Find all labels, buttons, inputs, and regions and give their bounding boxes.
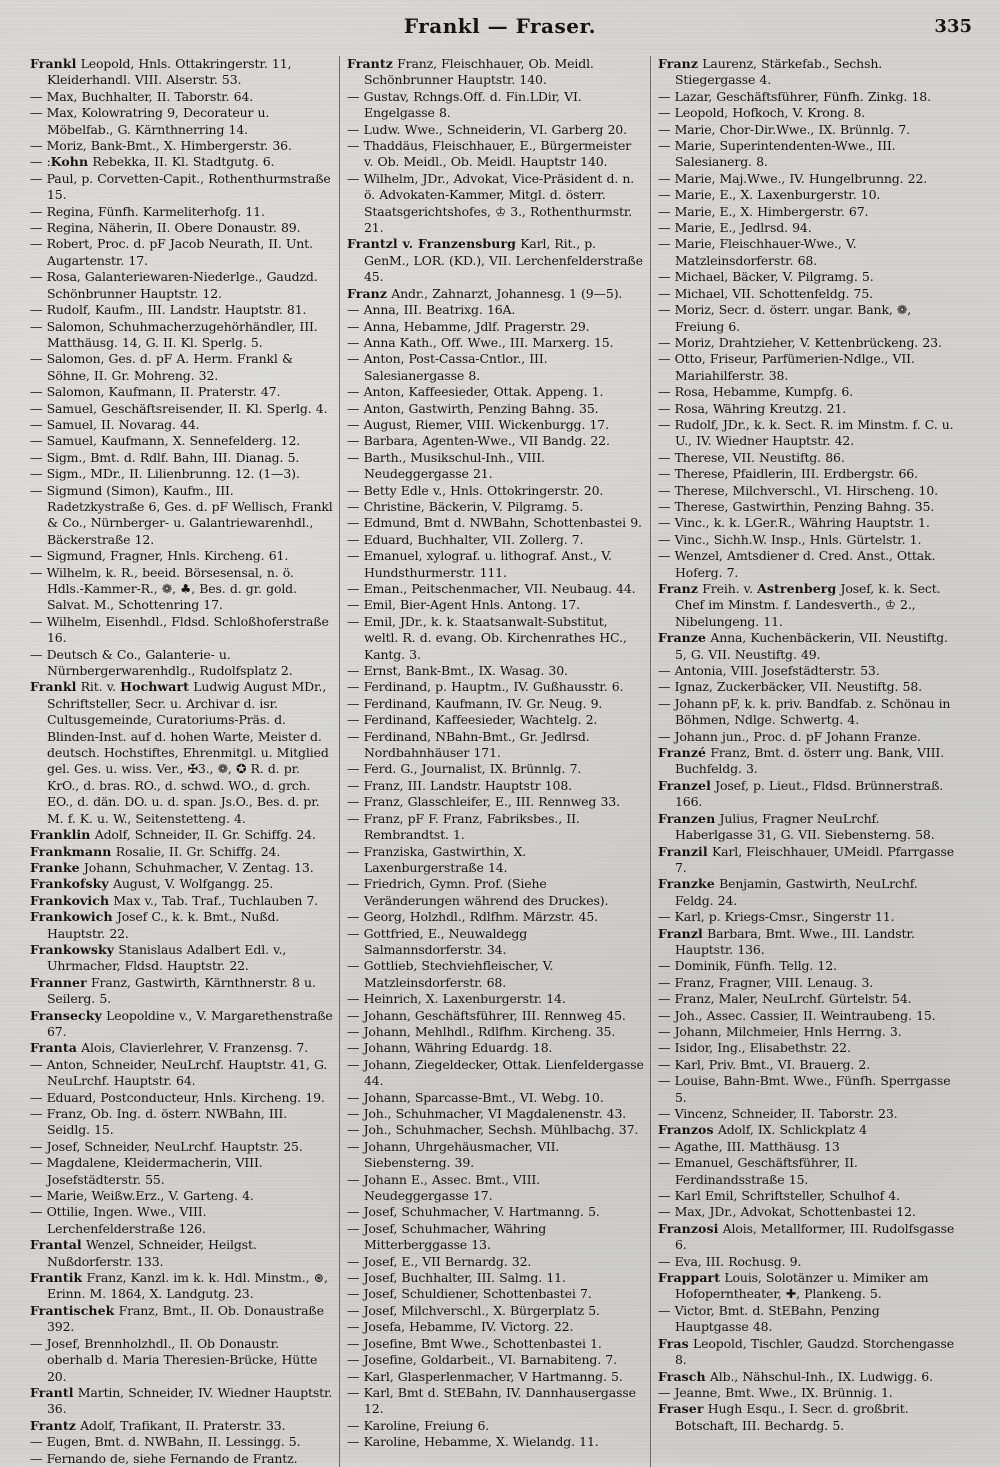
directory-entry: — Marie, Weißw.Erz., V. Garteng. 4. — [30, 1188, 254, 1204]
directory-entry: — Gottlieb, Stechviehfleischer, V. Matzleinsdorferstr. 68. — [347, 958, 554, 990]
directory-entry: Frantl Martin, Schneider, IV. Wiedner Hauptstr. 36. — [30, 1384, 333, 1417]
directory-entry: — Anna, Hebamme, Jdlf. Pragerstr. 29. — [347, 318, 590, 334]
directory-entry: — Isidor, Ing., Elisabethstr. 22. — [658, 1040, 851, 1056]
directory-entry: — Josef, Schuhmacher, V. Hartmanng. 5. — [347, 1204, 600, 1220]
directory-entry: — Josef, Schneider, NeuLrchf. Hauptstr. 25. — [30, 1138, 303, 1154]
entry-headword: Franzos — [658, 1122, 714, 1138]
directory-entry: — Barbara, Agenten-Wwe., VII Bandg. 22. — [347, 433, 610, 449]
directory-entry: — Anton, Schneider, NeuLrchf. Hauptstr. 41, G. NeuLrchf. Hauptstr. 64. — [30, 1056, 328, 1089]
page-title: Frankl — Fraser. — [403, 14, 597, 38]
directory-entry: — Max, Buchhalter, II. Taborstr. 64. — [30, 88, 254, 104]
directory-entry: — Josef, Schuhmacher, Währing Mitterberggasse 13. — [347, 1220, 547, 1253]
directory-entry: — Antonia, VIII. Josefstädterstr. 53. — [658, 663, 880, 679]
directory-entry: — Franziska, Gastwirthin, X. Laxenburgerstraße 14. — [347, 843, 527, 875]
entry-headword: Franzel — [658, 777, 711, 793]
directory-entry: — Max, Kolowratring 9, Decorateur u. Möbelfab., G. Kärnthnerring 14. — [30, 105, 270, 137]
directory-entry: — Friedrich, Gymn. Prof. (Siehe Veränderungen während des Druckes). — [347, 876, 609, 908]
directory-entry: — Robert, Proc. d. pF Jacob Neurath, II. Unt. Augartenstr. 17. — [30, 236, 313, 268]
entry-headword: Frantal — [30, 1237, 82, 1253]
directory-column-3 — [650, 56, 961, 1467]
entry-headword: Frankowsky — [30, 941, 115, 957]
directory-entry: — Karl, Glasperlenmacher, V Hartmanng. 5. — [347, 1368, 623, 1384]
directory-entry: Frantal Wenzel, Schneider, Heilgst. Nußdorferstr. 133. — [30, 1237, 257, 1269]
directory-entry: — Gottfried, E., Neuwaldegg Salmannsdorferstr. 34. — [347, 925, 528, 957]
directory-entry: — Salomon, Schuhmacherzugehörhändler, III. Matthäusg. 14, G. II. Kl. Sperlg. 5. — [30, 318, 318, 350]
directory-entry: — Karoline, Hebamme, X. Wielandg. 11. — [347, 1434, 599, 1450]
directory-entry: — Magdalene, Kleidermacherin, VIII. Josefstädterstr. 55. — [30, 1155, 263, 1187]
directory-entry: — Josefa, Hebamme, IV. Victorg. 22. — [347, 1319, 574, 1335]
directory-entry: — Josef, Brennholzhdl., II. Ob Donaustr. oberhalb d. Maria Theresien-Brücke, Hütte 20. — [30, 1335, 318, 1384]
directory-entry: — Josef, E., VII Bernardg. 32. — [347, 1253, 532, 1269]
directory-entry: — Joh., Assec. Cassier, II. Weintraubeng. 15. — [658, 1007, 936, 1023]
directory-entry: — Emil, JDr., k. k. Staatsanwalt-Substitut, weltl. R. d. evang. Ob. Kirchenrathes HC., Kantg. 3. — [347, 613, 627, 662]
entry-headword: Fransecky — [30, 1007, 102, 1023]
directory-entry: Franz Andr., Zahnarzt, Johannesg. 1 (9—5). — [347, 285, 623, 301]
directory-entry: — Karl Emil, Schriftsteller, Schulhof 4. — [658, 1188, 900, 1204]
directory-entry: — Dominik, Fünfh. Tellg. 12. — [658, 958, 837, 974]
directory-entry: — Johann, Ziegeldecker, Ottak. Lienfeldergasse 44. — [347, 1056, 644, 1089]
entry-headword: Frantl — [30, 1384, 74, 1400]
directory-entry: — Michael, Bäcker, V. Pilgramg. 5. — [658, 269, 874, 285]
directory-entry: — Ferdinand, Kaufmann, IV. Gr. Neug. 9. — [347, 695, 603, 711]
directory-entry: — Betty Edle v., Hnls. Ottokringerstr. 20. — [347, 482, 604, 498]
directory-entry: Frankl Rit. v. Hochwart Ludwig August MDr., Schriftsteller, Secr. u. Archivar d. isr. Cultusgemeinde, Curatoriums-Präs. d. Blinden-Inst. auf d. hohen Warte, Meister d. deutsch. Hochstiftes, Ehrenmitgl. u. Mitglied gel. Ges. u. wiss. Ver., ✠3., ❁, ✪ R. d. pr. KrO., d. bras. RO., d. schwd. WO., d. grch. EO., d. dän. DO. u. d. span. Js.O., Bes. d. pr. M. f. K. u. W., Seitenstetteng. 4. — [30, 679, 329, 826]
directory-entry: — Max, JDr., Advokat, Schottenbastei 12. — [658, 1204, 916, 1220]
entry-headword: Franzé — [658, 745, 707, 761]
entry-headword: Franzke — [658, 876, 715, 892]
directory-entry: — Therese, Gastwirthin, Penzing Bahng. 35. — [658, 498, 935, 514]
entry-headword: Franz — [658, 581, 699, 596]
directory-entry: — Lazar, Geschäftsführer, Fünfh. Zinkg. 18. — [658, 88, 931, 104]
directory-entry: — Franz, Ob. Ing. d. österr. NWBahn, III. Seidlg. 15. — [30, 1106, 288, 1138]
directory-entry: — Sigmund, Fragner, Hnls. Kircheng. 61. — [30, 548, 289, 564]
directory-entry: — Joh., Schuhmacher, VI Magdalenenstr. 43. — [347, 1106, 627, 1121]
directory-entry: — Thaddäus, Fleischhauer, E., Bürgermeister v. Ob. Meidl., Ob. Meidl. Hauptstr 140. — [347, 138, 632, 170]
directory-entry: — Rosa, Währing Kreutzg. 21. — [658, 400, 847, 416]
directory-entry: Franzel Josef, p. Lieut., Fldsd. Brünnerstraß. 166. — [658, 777, 944, 810]
directory-entry: — Moriz, Bank-Bmt., X. Himbergerstr. 36. — [30, 138, 292, 154]
directory-entry: — Johann E., Assec. Bmt., VIII. Neudeggergasse 17. — [347, 1171, 540, 1204]
directory-entry: — Josef, Buchhalter, III. Salmg. 11. — [347, 1270, 566, 1286]
directory-entry: Frantischek Franz, Bmt., II. Ob. Donaustraße 392. — [30, 1302, 324, 1335]
directory-entry: — Vinc., Sichh.W. Insp., Hnls. Gürtelstr. 1. — [658, 531, 922, 547]
directory-entry: — Michael, VII. Schottenfeldg. 75. — [658, 285, 873, 301]
directory-entry: — Wilhelm, Eisenhdl., Fldsd. Schloßhoferstraße 16. — [30, 613, 329, 646]
directory-entry: Franzke Benjamin, Gastwirth, NeuLrchf. Feldg. 24. — [658, 876, 918, 908]
directory-entry: — Franz, Glasschleifer, E., III. Rennweg 33. — [347, 794, 620, 810]
directory-entry: — Eugen, Bmt. d. NWBahn, II. Lessingg. 5. — [30, 1434, 301, 1450]
directory-entry: — Therese, Pfaidlerin, III. Erdbergstr. 66. — [658, 466, 918, 482]
directory-entry: — Marie, Maj.Wwe., IV. Hungelbrunng. 22. — [658, 170, 928, 186]
directory-entry: Franzil Karl, Fleischhauer, UMeidl. Pfarrgasse 7. — [658, 843, 954, 875]
directory-entry: — Johann, Uhrgehäusmacher, VII. Siebensterng. 39. — [347, 1138, 560, 1171]
directory-entry: Franke Johann, Schuhmacher, V. Zentag. 13. — [30, 859, 314, 875]
entry-headword: Franner — [30, 974, 87, 990]
entry-headword: Franzil — [658, 843, 708, 859]
directory-entry: Franzen Julius, Fragner NeuLrchf. Haberlgasse 31, G. VII. Siebensterng. 58. — [658, 810, 935, 843]
directory-entry: — Rudolf, Kaufm., III. Landstr. Hauptstr. 81. — [30, 302, 307, 318]
directory-entry: — Therese, Milchverschl., VI. Hirscheng. 10. — [658, 482, 938, 498]
directory-entry: — Josef, Schuldiener, Schottenbastei 7. — [347, 1286, 592, 1302]
directory-entry: — Samuel, Geschäftsreisender, II. Kl. Sperlg. 4. — [30, 400, 328, 416]
directory-entry: — Emil, Bier-Agent Hnls. Antong. 17. — [347, 597, 581, 613]
directory-entry: — Johann, Mehlhdl., Rdlfhm. Kircheng. 35. — [347, 1023, 616, 1039]
directory-entry: — Louise, Bahn-Bmt. Wwe., Fünfh. Sperrgasse 5. — [658, 1073, 951, 1105]
directory-entry: — Marie, E., Jedlrsd. 94. — [658, 220, 812, 236]
directory-entry: Frankl Leopold, Hnls. Ottakringerstr. 11, Kleiderhandl. VIII. Alserstr. 53. — [30, 56, 292, 88]
directory-column-1 — [28, 56, 339, 1467]
entry-headword: Fras — [658, 1335, 689, 1351]
directory-entry: Frappart Louis, Solotänzer u. Mimiker am Hofoperntheater, ✚, Plankeng. 5. — [658, 1270, 929, 1302]
directory-entry: — Marie, E., X. Himbergerstr. 67. — [658, 203, 869, 219]
directory-entry: — :Kohn Rebekka, II. Kl. Stadtgutg. 6. — [30, 154, 275, 170]
directory-entry: — Johann, Währing Eduardg. 18. — [347, 1040, 553, 1056]
directory-entry: — Moriz, Secr. d. österr. ungar. Bank, ❁, Freiung 6. — [658, 302, 912, 334]
directory-entry: — Josefine, Bmt Wwe., Schottenbastei 1. — [347, 1335, 602, 1351]
entry-headword: Franke — [30, 859, 80, 875]
directory-entry: — Franz, III. Landstr. Hauptstr 108. — [347, 777, 572, 793]
directory-entry: Franzos Adolf, IX. Schlickplatz 4 — [658, 1122, 867, 1138]
directory-entry: — Anna Kath., Off. Wwe., III. Marxerg. 15. — [347, 334, 614, 350]
directory-entry: — Anton, Gastwirth, Penzing Bahng. 35. — [347, 400, 599, 416]
directory-entry: — Johann, Milchmeier, Hnls Herrng. 3. — [658, 1023, 902, 1039]
directory-entry: Frankowich Josef C., k. k. Bmt., Nußd. Hauptstr. 22. — [30, 909, 280, 941]
directory-entry: — Salomon, Kaufmann, II. Praterstr. 47. — [30, 384, 281, 400]
directory-entry: — Anton, Post-Cassa-Cntlor., III. Salesianergasse 8. — [347, 351, 548, 383]
directory-entry: Frankmann Rosalie, II. Gr. Schiffg. 24. — [30, 843, 281, 859]
directory-entry: Franta Alois, Clavierlehrer, V. Franzensg. 7. — [30, 1040, 309, 1056]
directory-entry: — Johann, Sparcasse-Bmt., VI. Webg. 10. — [347, 1089, 604, 1105]
directory-entry: — Joh., Schuhmacher, Sechsh. Mühlbachg. 37. — [347, 1122, 639, 1138]
directory-entry: — Otto, Friseur, Parfümerien-Ndlge., VII. Mariahilferstr. 38. — [658, 351, 915, 383]
directory-entry: Franzosi Alois, Metallformer, III. Rudolfsgasse 6. — [658, 1220, 955, 1253]
directory-entry: — Rosa, Hebamme, Kumpfg. 6. — [658, 384, 854, 400]
directory-column-2 — [339, 56, 650, 1467]
directory-entry: — Ferdinand, NBahn-Bmt., Gr. Jedlrsd. Nordbahnhäuser 171. — [347, 728, 590, 761]
page-number: 335 — [934, 16, 972, 37]
page-header — [0, 0, 1000, 48]
directory-entry: — Wilhelm, JDr., Advokat, Vice-Präsident d. n. ö. Advokaten-Kammer, Mitgl. d. österr. Staatsgerichtshofes, ♔ 3., Rothenthurmstr. 21. — [347, 170, 635, 236]
entry-headword: Frantischek — [30, 1302, 115, 1318]
directory-entry: — Johann pF, k. k. priv. Bandfab. z. Schönau in Böhmen, Ndlge. Schwertg. 4. — [658, 695, 951, 728]
directory-entry: — Ferdinand, p. Hauptm., IV. Gußhausstr. 6. — [347, 679, 624, 695]
directory-entry: — Vinc., k. k. LGer.R., Währing Hauptstr. 1. — [658, 515, 930, 531]
directory-entry: — Gustav, Rchngs.Off. d. Fin.LDir, VI. Engelgasse 8. — [347, 88, 582, 121]
directory-entry: — Emanuel, Geschäftsführer, II. Ferdinandsstraße 15. — [658, 1155, 858, 1187]
entry-headword: Astrenberg — [757, 581, 837, 596]
directory-entry: — Samuel, II. Novarag. 44. — [30, 416, 200, 432]
directory-entry: — Franz, pF F. Franz, Fabriksbes., II. Rembrandtst. 1. — [347, 810, 580, 843]
directory-entry: — Agathe, III. Matthäusg. 13 — [658, 1138, 840, 1154]
entry-headword: Kohn — [50, 154, 89, 170]
directory-entry: — Ludw. Wwe., Schneiderin, VI. Garberg 20. — [347, 121, 627, 137]
directory-columns — [0, 48, 1000, 1467]
directory-entry: — Marie, E., X. Laxenburgerstr. 10. — [658, 187, 881, 203]
entry-headword: Frantz — [347, 56, 393, 71]
directory-entry: — Moriz, Drahtzieher, V. Kettenbrückeng. 23. — [658, 334, 942, 350]
directory-entry: — Victor, Bmt. d. StEBahn, Penzing Hauptgasse 48. — [658, 1302, 880, 1335]
directory-entry: — Ottilie, Ingen. Wwe., VIII. Lerchenfelderstraße 126. — [30, 1204, 207, 1236]
directory-entry: — Heinrich, X. Laxenburgerstr. 14. — [347, 991, 566, 1007]
entry-headword: Franz — [347, 285, 388, 301]
directory-entry: — Josefine, Goldarbeit., VI. Barnabiteng. 7. — [347, 1352, 617, 1368]
entry-headword: Franta — [30, 1040, 77, 1056]
directory-entry: Frankowsky Stanislaus Adalbert Edl. v., Uhrmacher, Fldsd. Hauptstr. 22. — [30, 941, 287, 974]
entry-headword: Franzen — [658, 810, 716, 826]
directory-entry: Frankovich Max v., Tab. Traf., Tuchlauben 7. — [30, 892, 319, 908]
entry-headword: Frasch — [658, 1368, 706, 1384]
entry-headword: Frankovich — [30, 892, 110, 908]
entry-headword: Frankl — [30, 679, 77, 695]
entry-headword: Frankofsky — [30, 876, 109, 892]
directory-entry: — Eman., Peitschenmacher, VII. Neubaug. 44. — [347, 581, 636, 596]
directory-entry: — Marie, Chor-Dir.Wwe., IX. Brünnlg. 7. — [658, 121, 910, 137]
directory-entry: Franze Anna, Kuchenbäckerin, VII. Neustiftg. 5, G. VII. Neustiftg. 49. — [658, 630, 948, 662]
directory-entry: — Marie, Fleischhauer-Wwe., V. Matzleinsdorferstr. 68. — [658, 236, 857, 268]
directory-entry: — Eduard, Postconducteur, Hnls. Kircheng. 19. — [30, 1089, 325, 1105]
directory-entry: — Ignaz, Zuckerbäcker, VII. Neustiftg. 58. — [658, 679, 922, 695]
entry-headword: Frappart — [658, 1270, 721, 1286]
directory-entry: — Ernst, Bank-Bmt., IX. Wasag. 30. — [347, 663, 568, 679]
directory-entry: — Fernando de, siehe Fernando de Frantz. — [30, 1450, 298, 1466]
directory-entry: — Johann, Geschäftsführer, III. Rennweg 45. — [347, 1007, 626, 1023]
entry-headword: Franz — [658, 56, 699, 71]
entry-headword: Frankowich — [30, 909, 113, 925]
directory-entry: — Eva, III. Rochusg. 9. — [658, 1253, 802, 1269]
directory-entry: — Emanuel, xylograf. u. lithograf. Anst., V. Hundsthurmerstr. 111. — [347, 548, 612, 580]
directory-entry: Franzé Franz, Bmt. d. österr ung. Bank, VIII. Buchfeldg. 3. — [658, 745, 945, 777]
directory-entry: — Jeanne, Bmt. Wwe., IX. Brünnig. 1. — [658, 1384, 893, 1400]
directory-entry: Frantz Franz, Fleischhauer, Ob. Meidl. Schönbrunner Hauptstr. 140. — [347, 56, 594, 88]
directory-entry: Fransecky Leopoldine v., V. Margarethenstraße 67. — [30, 1007, 333, 1039]
directory-entry: Franzl Barbara, Bmt. Wwe., III. Landstr. Hauptstr. 136. — [658, 925, 915, 957]
entry-headword: Franzl — [658, 925, 703, 941]
directory-entry: Frantzl v. Franzensburg Karl, Rit., p. GenM., LOR. (KD.), VII. Lerchenfelderstraße 45. — [347, 236, 643, 285]
directory-entry: Frasch Alb., Nähschul-Inh., IX. Ludwigg. 6. — [658, 1368, 933, 1384]
entry-headword: Frankl — [30, 56, 77, 71]
directory-entry: Franner Franz, Gastwirth, Kärnthnerstr. 8 u. Seilerg. 5. — [30, 974, 316, 1007]
directory-entry: — Anton, Kaffeesieder, Ottak. Appeng. 1. — [347, 384, 604, 400]
directory-entry: — Eduard, Buchhalter, VII. Zollerg. 7. — [347, 531, 584, 547]
entry-headword: Frantz — [30, 1417, 76, 1433]
directory-entry: Franklin Adolf, Schneider, II. Gr. Schiffg. 24. — [30, 827, 316, 843]
directory-entry: — Regina, Näherin, II. Obere Donaustr. 89. — [30, 220, 301, 236]
directory-entry: — Sigmund (Simon), Kaufm., III. Radetzkystraße 6, Ges. d. pF Wellisch, Frankl & Co., Nürnberger- u. Galantriewarenhdl., Bäckerstraße 12. — [30, 482, 333, 547]
directory-entry: Franz Freih. v. Astrenberg Josef, k. k. Sect. Chef im Minstm. f. Landesverth., ♔ 2., Nibelungeng. 11. — [658, 581, 941, 629]
directory-entry: — Leopold, Hofkoch, V. Krong. 8. — [658, 105, 866, 121]
directory-entry: — Karl, Priv. Bmt., VI. Brauerg. 2. — [658, 1056, 871, 1072]
entry-headword: Franzosi — [658, 1220, 719, 1236]
directory-entry: — Marie, Superintendenten-Wwe., III. Salesianerg. 8. — [658, 138, 896, 170]
directory-entry: Frantik Franz, Kanzl. im k. k. Hdl. Minstm., ⊛, Erinn. M. 1864, X. Landgutg. 23. — [30, 1270, 328, 1302]
directory-entry: Franz Laurenz, Stärkefab., Sechsh. Stiegergasse 4. — [658, 56, 883, 88]
directory-entry: — Deutsch & Co., Galanterie- u. Nürnbergerwarenhdlg., Rudolfsplatz 2. — [30, 646, 293, 679]
directory-entry: — Paul, p. Corvetten-Capit., Rothenthurmstraße 15. — [30, 170, 331, 203]
directory-entry: — Franz, Fragner, VIII. Lenaug. 3. — [658, 974, 874, 990]
directory-entry: — Salomon, Ges. d. pF A. Herm. Frankl & Söhne, II. Gr. Mohreng. 32. — [30, 351, 293, 383]
directory-entry: — Georg, Holzhdl., Rdlfhm. Märzstr. 45. — [347, 909, 599, 925]
directory-entry: — Sigm., Bmt. d. Rdlf. Bahn, III. Dianag. 5. — [30, 449, 300, 465]
directory-entry: — Therese, VII. Neustiftg. 86. — [658, 449, 845, 465]
directory-entry: — Rosa, Galanteriewaren-Niederlge., Gaudzd. Schönbrunner Hauptstr. 12. — [30, 269, 318, 301]
entry-headword: Hochwart — [120, 679, 190, 695]
directory-entry: — Barth., Musikschul-Inh., VIII. Neudeggergasse 21. — [347, 449, 545, 482]
directory-entry: — Vincenz, Schneider, II. Taborstr. 23. — [658, 1106, 898, 1121]
directory-entry: — Josef, Milchverschl., X. Bürgerplatz 5. — [347, 1302, 600, 1318]
directory-entry: — Wilhelm, k. R., beeid. Börsesensal, n. ö. Hdls.-Kammer-R., ❁, ♣, Bes. d. gr. gold. Salvat. M., Schottenring 17. — [30, 564, 297, 613]
directory-entry: Frankofsky August, V. Wolfgangg. 25. — [30, 876, 274, 892]
directory-entry: — Regina, Fünfh. Karmeliterhofg. 11. — [30, 203, 265, 219]
directory-entry: — Karoline, Freiung 6. — [347, 1417, 490, 1433]
directory-entry: — Sigm., MDr., II. Lilienbrunng. 12. (1—3). — [30, 466, 300, 482]
entry-headword: Franze — [658, 630, 707, 646]
directory-entry: — Ferdinand, Kaffeesieder, Wachtelg. 2. — [347, 712, 598, 728]
directory-entry: — August, Riemer, VIII. Wickenburgg. 17. — [347, 416, 609, 432]
entry-headword: Frankmann — [30, 843, 112, 859]
entry-headword: Fraser — [658, 1401, 704, 1417]
directory-entry: Fraser Hugh Esqu., I. Secr. d. großbrit. Botschaft, III. Bechardg. 5. — [658, 1401, 909, 1433]
directory-entry: Fras Leopold, Tischler, Gaudzd. Storchengasse 8. — [658, 1335, 954, 1368]
entry-headword: Franklin — [30, 827, 91, 843]
directory-entry: — Karl, p. Kriegs-Cmsr., Singerstr 11. — [658, 909, 895, 925]
entry-headword: Frantzl v. Franzensburg — [347, 236, 516, 252]
directory-entry: Frantz Adolf, Trafikant, II. Praterstr. 33. — [30, 1417, 286, 1433]
directory-entry: — Franz, Maler, NeuLrchf. Gürtelstr. 54. — [658, 991, 912, 1007]
directory-entry: — Samuel, Kaufmann, X. Sennefelderg. 12. — [30, 433, 301, 449]
directory-entry: — Anna, III. Beatrixg. 16A. — [347, 302, 516, 318]
directory-entry: — Christine, Bäckerin, V. Pilgramg. 5. — [347, 498, 584, 514]
directory-entry: — Wenzel, Amtsdiener d. Cred. Anst., Ottak. Hoferg. 7. — [658, 548, 936, 580]
directory-entry: — Ferd. G., Journalist, IX. Brünnlg. 7. — [347, 761, 582, 777]
directory-entry: — Karl, Bmt d. StEBahn, IV. Dannhausergasse 12. — [347, 1384, 636, 1417]
directory-entry: — Johann jun., Proc. d. pF Johann Franze. — [658, 728, 921, 744]
directory-entry: — Rudolf, JDr., k. k. Sect. R. im Minstm. f. C. u. U., IV. Wiedner Hauptstr. 42. — [658, 416, 954, 449]
entry-headword: Frantik — [30, 1270, 83, 1286]
directory-entry: — Edmund, Bmt d. NWBahn, Schottenbastei 9. — [347, 515, 642, 531]
